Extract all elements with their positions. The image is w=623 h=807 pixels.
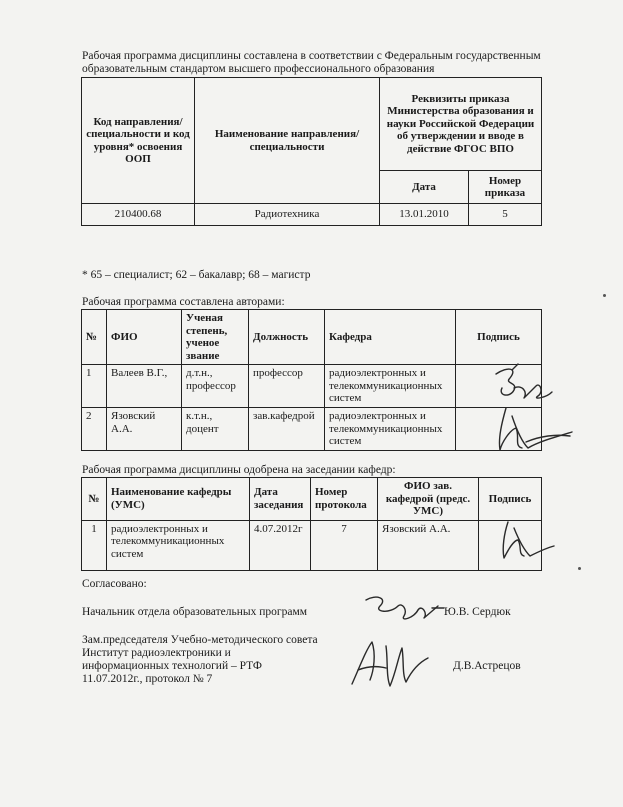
header-signature: Подпись — [479, 478, 542, 521]
scan-dot — [578, 567, 581, 570]
header-order-date: Дата — [380, 171, 469, 204]
approved-title: Рабочая программа дисциплины одобрена на заседании кафедр: — [82, 464, 396, 476]
authors-title: Рабочая программа составлена авторами: — [82, 296, 285, 308]
cell-protocol: 7 — [311, 520, 378, 570]
cell-fio: Валеев В.Г., — [107, 365, 182, 408]
cell-no: 1 — [82, 520, 107, 570]
table-row — [82, 204, 542, 226]
table-row — [82, 408, 542, 451]
header-fio: ФИО — [107, 310, 182, 365]
cell-degree: д.т.н., профессор — [182, 365, 249, 408]
cell-meeting-date: 4.07.2012г — [250, 520, 311, 570]
header-no: № — [82, 310, 107, 365]
cell-number: 5 — [469, 204, 542, 226]
deputy-line-2: Институт радиоэлектроники и — [82, 647, 231, 659]
header-code: Код направления/ специальности и код уровня* освоения ООП — [82, 78, 195, 204]
cell-department: радиоэлектронных и телекоммуникационных систем — [325, 408, 456, 451]
header-degree: Ученая степень, ученое звание — [182, 310, 249, 365]
cell-dept-name: радиоэлектронных и телекоммуникационных систем — [107, 520, 250, 570]
header-order-details: Реквизиты приказа Министерства образования и науки Российской Федерации об утверждении и вводе в действие ФГОС ВПО — [380, 78, 542, 171]
deputy-line-3: информационных технологий – РТФ — [82, 660, 262, 672]
signature-yazovsky — [492, 402, 578, 458]
cell-no: 2 — [82, 408, 107, 451]
cell-code: 210400.68 — [82, 204, 195, 226]
header-protocol: Номер протокола — [311, 478, 378, 521]
header-order-number: Номер приказа — [469, 171, 542, 204]
cell-date: 13.01.2010 — [380, 204, 469, 226]
cell-no: 1 — [82, 365, 107, 408]
header-no: № — [82, 478, 107, 521]
header-direction-name: Наименование направления/ специальности — [195, 78, 380, 204]
deputy-name: Д.В.Астрецов — [453, 660, 521, 672]
header-meeting-date: Дата заседания — [250, 478, 311, 521]
departments-table — [81, 477, 542, 571]
table-row — [82, 520, 542, 570]
authors-table — [81, 309, 542, 451]
signature-astretsov — [346, 636, 432, 690]
cell-position: профессор — [249, 365, 325, 408]
fgos-table — [81, 77, 542, 226]
cell-fio: Язовский А.А. — [107, 408, 182, 451]
cell-direction: Радиотехника — [195, 204, 380, 226]
header-head: ФИО зав. кафедрой (предс. УМС) — [378, 478, 479, 521]
cell-position: зав.кафедрой — [249, 408, 325, 451]
scan-dot — [603, 294, 606, 297]
agreed-label: Согласовано: — [82, 578, 147, 590]
header-department: Кафедра — [325, 310, 456, 365]
head-dept-label: Начальник отдела образовательных программ — [82, 606, 308, 618]
signature-serdyuk — [362, 592, 446, 626]
header-dept-name: Наименование кафедры (УМС) — [107, 478, 250, 521]
footnote: * 65 – специалист; 62 – бакалавр; 68 – магистр — [82, 269, 311, 281]
intro-line-2: образовательным стандартом высшего профессионального образования — [82, 63, 435, 75]
table-row — [82, 365, 542, 408]
deputy-line-4: 11.07.2012г., протокол № 7 — [82, 673, 213, 685]
header-signature: Подпись — [456, 310, 542, 365]
head-dept-name: Ю.В. Сердюк — [444, 606, 511, 618]
cell-degree: к.т.н., доцент — [182, 408, 249, 451]
intro-line-1: Рабочая программа дисциплины составлена в соответствии с Федеральным государственным — [82, 50, 541, 62]
deputy-line-1: Зам.председателя Учебно-методического совета — [82, 634, 318, 646]
cell-department: радиоэлектронных и телекоммуникационных систем — [325, 365, 456, 408]
cell-head: Язовский А.А. — [378, 520, 479, 570]
header-position: Должность — [249, 310, 325, 365]
signature-yazovsky-dept — [496, 516, 558, 564]
